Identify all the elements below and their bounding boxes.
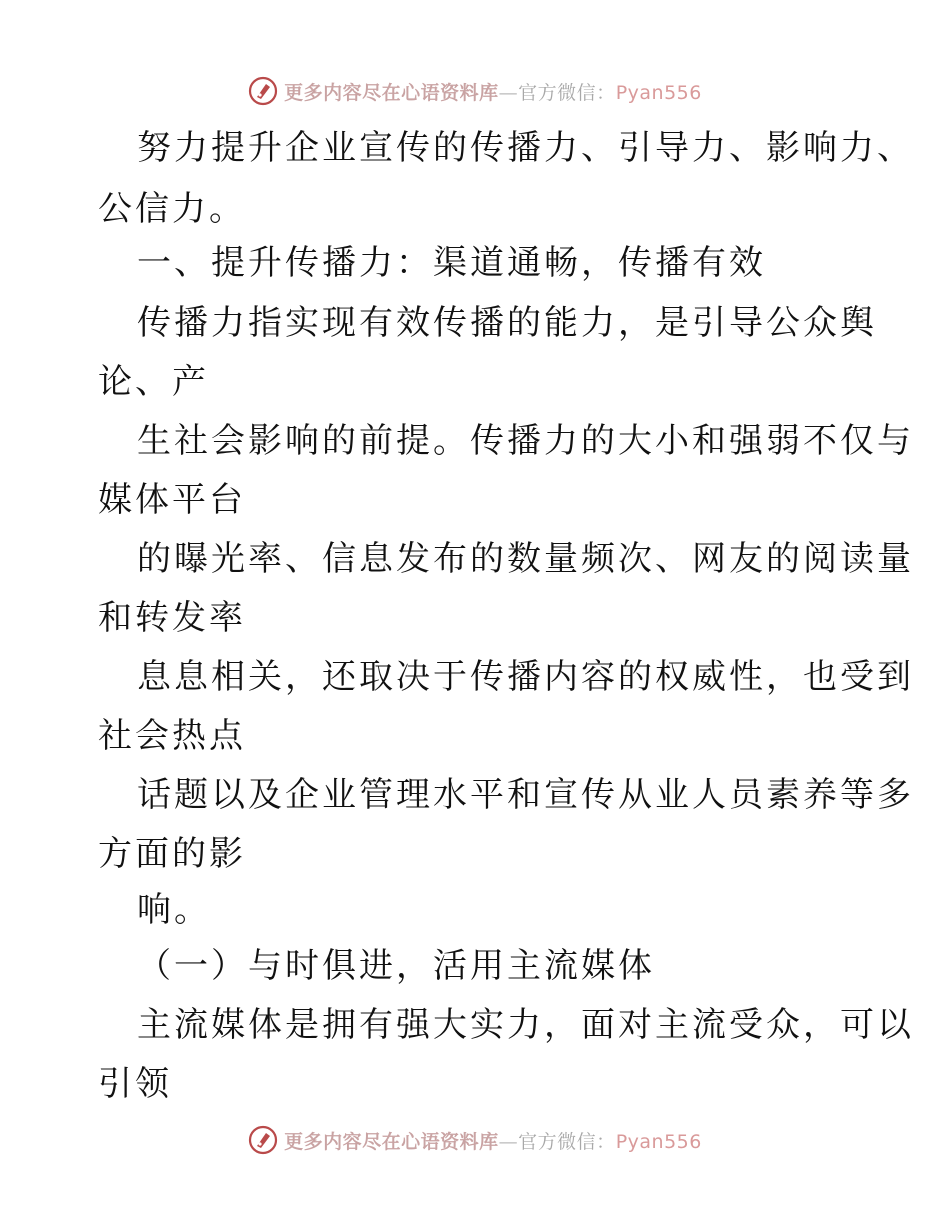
banner-separator: — [498, 1130, 519, 1153]
pen-nib-seal-icon [248, 1125, 278, 1155]
banner-handle: Pyan556 [615, 81, 702, 104]
text-line: 息息相关，还取决于传播内容的权威性，也受到 [137, 657, 914, 697]
text-line: 公信力。 [98, 189, 246, 229]
text-line: 引领 [98, 1064, 172, 1104]
banner-separator: — [498, 81, 519, 104]
text-line: 的曝光率、信息发布的数量频次、网友的阅读量 [137, 539, 914, 579]
banner-main-text: 更多内容尽在心语资料库 [284, 1130, 499, 1153]
section-heading: 一、提升传播力：渠道通畅，传播有效 [137, 243, 766, 283]
text-line: 和转发率 [98, 598, 246, 638]
banner-wechat-label: 官方微信： [518, 1130, 616, 1153]
text-line: 传播力指实现有效传播的能力，是引导公众舆 [137, 303, 877, 343]
text-line: 努力提升企业宣传的传播力、引导力、影响力、 [137, 128, 914, 168]
text-line: 方面的影 [98, 834, 246, 874]
banner-text [284, 1127, 702, 1154]
text-line: 话题以及企业管理水平和宣传从业人员素养等多 [137, 775, 914, 815]
text-line: 论、产 [98, 362, 209, 402]
text-line: 社会热点 [98, 716, 246, 756]
banner-main-text: 更多内容尽在心语资料库 [284, 81, 499, 104]
subsection-heading: （一）与时俱进，活用主流媒体 [137, 946, 655, 986]
text-line: 响。 [137, 890, 211, 930]
text-line: 主流媒体是拥有强大实力，面对主流受众，可以 [137, 1005, 914, 1045]
text-line: 媒体平台 [98, 480, 246, 520]
text-line: 生社会影响的前提。传播力的大小和强弱不仅与 [137, 421, 914, 461]
footer-banner [0, 1120, 950, 1160]
banner-wechat-label: 官方微信： [518, 81, 616, 104]
banner-handle: Pyan556 [615, 1130, 702, 1153]
